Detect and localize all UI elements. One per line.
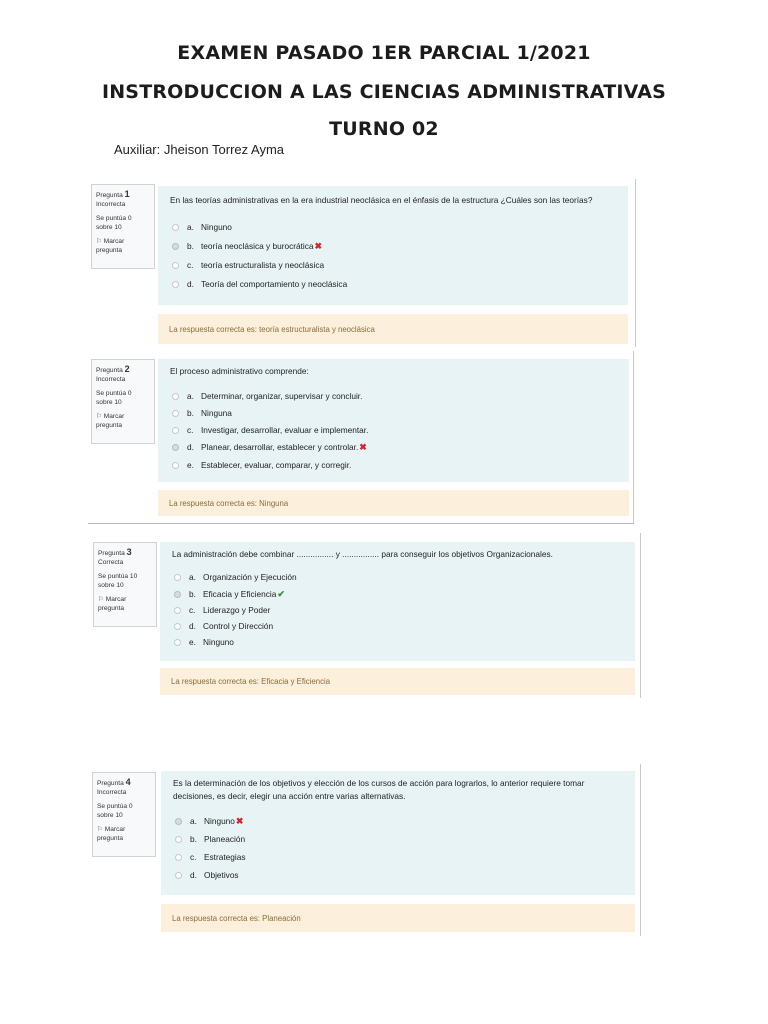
flag-question-link[interactable]: ⚐ Marcar: [96, 238, 125, 245]
question-score: Se puntúa 0: [97, 803, 133, 810]
correct-check-icon: ✔: [277, 588, 285, 599]
option-d[interactable]: d. Planear, desarrollar, establecer y controlar. ✖: [172, 441, 367, 453]
radio-button[interactable]: [174, 623, 181, 630]
correct-answer-feedback: La respuesta correcta es: Planeación: [161, 904, 635, 932]
question-number: 3: [126, 547, 132, 557]
option-b[interactable]: b. Eficacia y Eficiencia ✔: [174, 588, 285, 600]
question-panel: [158, 359, 629, 482]
question-status: Incorrecta: [96, 376, 126, 383]
correct-answer-feedback: La respuesta correcta es: Ninguna: [158, 490, 629, 516]
option-e[interactable]: e. Establecer, evaluar, comparar, y corregir.: [172, 459, 351, 471]
option-c[interactable]: c. teoría estructuralista y neoclásica: [172, 259, 324, 271]
question-info-1: Pregunta 1 Incorrecta Se puntúa 0 sobre 10 ⚐ Marcar pregunta: [91, 184, 155, 269]
option-d[interactable]: d. Objetivos: [175, 869, 239, 881]
question-card-2: [88, 351, 634, 524]
option-b[interactable]: b. teoría neoclásica y burocrática ✖: [172, 240, 322, 252]
question-card-3: [91, 533, 641, 698]
exam-title: EXAMEN PASADO 1ER PARCIAL 1/2021: [177, 42, 591, 64]
flag-question-link[interactable]: ⚐ Marcar: [97, 826, 126, 833]
question-text: La administración debe combinar ................ y ................ para conseguir los objetivos Organizacionales.: [172, 549, 553, 559]
option-d[interactable]: d. Control y Dirección: [174, 620, 273, 632]
radio-button[interactable]: [172, 427, 179, 434]
flag-icon: ⚐: [96, 238, 102, 245]
radio-button-selected[interactable]: [175, 818, 182, 825]
question-status: Incorrecta: [97, 789, 127, 796]
radio-button[interactable]: [175, 854, 182, 861]
question-number: 4: [125, 777, 131, 787]
incorrect-icon: ✖: [314, 240, 323, 251]
question-text: Es la determinación de los objetivos y elección de los cursos de acción para lograrlos, lo anterior requiere tomar decisiones, es decir, elegir una acción entre varias alternativas.: [173, 778, 585, 801]
option-b[interactable]: b. Planeación: [175, 833, 245, 845]
question-score: Se puntúa 0: [96, 215, 132, 222]
radio-button[interactable]: [172, 262, 179, 269]
radio-button[interactable]: [175, 872, 182, 879]
option-e[interactable]: e. Ninguno: [174, 636, 234, 648]
radio-button[interactable]: [172, 281, 179, 288]
option-b[interactable]: b. Ninguna: [172, 407, 232, 419]
option-a[interactable]: a. Ninguno: [172, 221, 232, 233]
question-status: Correcta: [98, 559, 124, 566]
option-a[interactable]: a. Determinar, organizar, supervisar y concluir.: [172, 390, 362, 402]
question-info-2: Pregunta 2 Incorrecta Se puntúa 0 sobre 10 ⚐ Marcar pregunta: [91, 359, 155, 444]
assistant-name: Auxiliar: Jheison Torrez Ayma: [114, 142, 285, 157]
correct-answer-feedback: La respuesta correcta es: Eficacia y Eficiencia: [160, 668, 635, 695]
flag-icon: ⚐: [97, 826, 103, 833]
question-card-4: [87, 764, 641, 936]
radio-button-selected[interactable]: [172, 444, 179, 451]
radio-button[interactable]: [174, 607, 181, 614]
radio-button-selected[interactable]: [174, 591, 181, 598]
radio-button[interactable]: [172, 410, 179, 417]
flag-question-link[interactable]: ⚐ Marcar: [96, 413, 125, 420]
question-status: Incorrecta: [96, 201, 126, 208]
radio-button[interactable]: [172, 224, 179, 231]
radio-button[interactable]: [172, 393, 179, 400]
option-d[interactable]: d. Teoría del comportamiento y neoclásica: [172, 278, 347, 290]
question-panel: [158, 186, 628, 305]
radio-button[interactable]: [174, 639, 181, 646]
question-panel: [161, 771, 635, 895]
incorrect-icon: ✖: [235, 815, 244, 826]
radio-button-selected[interactable]: [172, 243, 179, 250]
flag-icon: ⚐: [96, 413, 102, 420]
radio-button[interactable]: [174, 574, 181, 581]
option-a[interactable]: a. Ninguno ✖: [175, 815, 243, 827]
correct-answer-feedback: La respuesta correcta es: teoría estructuralista y neoclásica: [158, 314, 628, 344]
radio-button[interactable]: [172, 462, 179, 469]
option-c[interactable]: c. Estrategias: [175, 851, 246, 863]
question-number: 1: [124, 189, 130, 199]
question-score: Se puntúa 10: [98, 573, 138, 580]
option-c[interactable]: c. Liderazgo y Poder: [174, 604, 270, 616]
incorrect-icon: ✖: [359, 441, 367, 452]
question-panel: [160, 542, 635, 661]
flag-icon: ⚐: [98, 596, 104, 603]
question-number: 2: [124, 364, 130, 374]
option-a[interactable]: a. Organización y Ejecución: [174, 571, 297, 583]
question-text: El proceso administrativo comprende:: [170, 366, 309, 376]
question-info-4: Pregunta 4 Incorrecta Se puntúa 0 sobre 10 ⚐ Marcar pregunta: [92, 772, 156, 857]
course-title: INSTRODUCCION A LAS CIENCIAS ADMINISTRATIVAS: [101, 81, 667, 103]
radio-button[interactable]: [175, 836, 182, 843]
question-card-1: [88, 179, 636, 347]
question-info-3: Pregunta 3 Correcta Se puntúa 10 sobre 10 ⚐ Marcar pregunta: [93, 542, 157, 627]
shift-title: TURNO 02: [329, 118, 439, 140]
question-text: En las teorías administrativas en la era industrial neoclásica en el énfasis de la estructura ¿Cuáles son las teorías?: [170, 195, 593, 205]
flag-question-link[interactable]: ⚐ Marcar: [98, 596, 127, 603]
option-c[interactable]: c. Investigar, desarrollar, evaluar e implementar.: [172, 424, 368, 436]
question-score: Se puntúa 0: [96, 390, 132, 397]
